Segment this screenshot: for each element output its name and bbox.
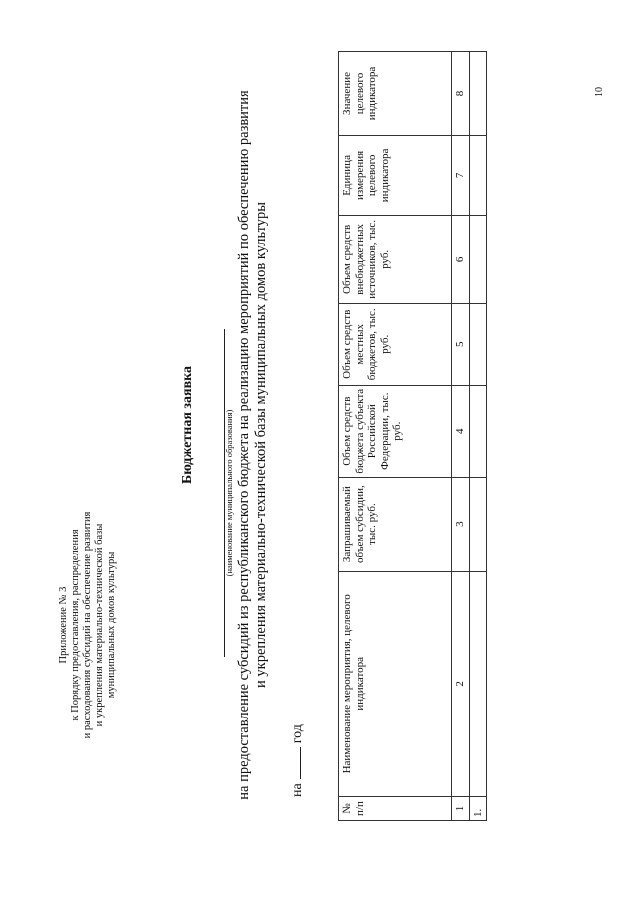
table-cell: [469, 477, 487, 571]
year-line: [290, 724, 306, 797]
table-cell: [469, 303, 487, 385]
table-cell: [469, 385, 487, 477]
column-number: 3: [452, 477, 470, 571]
table-header-row: [339, 52, 452, 821]
subtitle-line: на предоставление субсидий из республиканского бюджета на реализацию мероприятий по обеспечению развития: [236, 90, 252, 800]
column-number: 2: [452, 571, 470, 796]
header-cell: Объем средств местных бюджетов, тыс. руб.: [339, 303, 452, 385]
table-cell: [469, 215, 487, 303]
table-cell: [469, 52, 487, 136]
year-prefix: на: [290, 783, 305, 797]
header-cell: № п/п: [339, 797, 452, 821]
appendix-line: и расходования субсидий на обеспечение развития: [82, 511, 93, 739]
column-number: 5: [452, 303, 470, 385]
column-number: 7: [452, 135, 470, 215]
column-number: 4: [452, 385, 470, 477]
table-cell: 1.: [469, 797, 487, 821]
column-number: 8: [452, 52, 470, 136]
budget-request-table: [338, 51, 487, 821]
header-cell: Единица измерения целевого индикатора: [339, 135, 452, 215]
column-number-row: [452, 52, 470, 821]
header-cell: Запрашиваемый объем субсидии, тыс. руб.: [339, 477, 452, 571]
header-cell: Объем средств внебюджетных источников, тыс. руб.: [339, 215, 452, 303]
table-row: [469, 52, 487, 821]
table-cell: [469, 571, 487, 796]
header-cell: Значение целевого индикатора: [339, 52, 452, 136]
appendix-line: к Порядку предоставления, распределения: [70, 529, 81, 721]
municipality-name-line: [210, 329, 225, 657]
header-cell: Наименование мероприятия, целевого индикатора: [339, 571, 452, 796]
municipality-name-caption: (наименование муниципального образования): [224, 409, 234, 577]
document-subtitle: [236, 45, 270, 845]
appendix-line: муниципальных домов культуры: [106, 551, 117, 699]
column-number: 6: [452, 215, 470, 303]
header-cell: Объем средств бюджета субъекта Российской Федерации, тыс. руб.: [339, 385, 452, 477]
table-cell: [469, 135, 487, 215]
appendix-line: и укрепления материально-технической базы: [94, 523, 105, 727]
document-title: Бюджетная заявка: [180, 365, 195, 485]
appendix-line: Приложение № 3: [58, 586, 69, 664]
year-blank: [300, 747, 301, 779]
column-number: 1: [452, 797, 470, 821]
appendix-note: [58, 460, 118, 790]
year-suffix: год: [290, 724, 305, 744]
page-number: 10: [594, 87, 605, 97]
subtitle-line: и укрепления материально-технической базы муниципальных домов культуры: [253, 202, 269, 688]
